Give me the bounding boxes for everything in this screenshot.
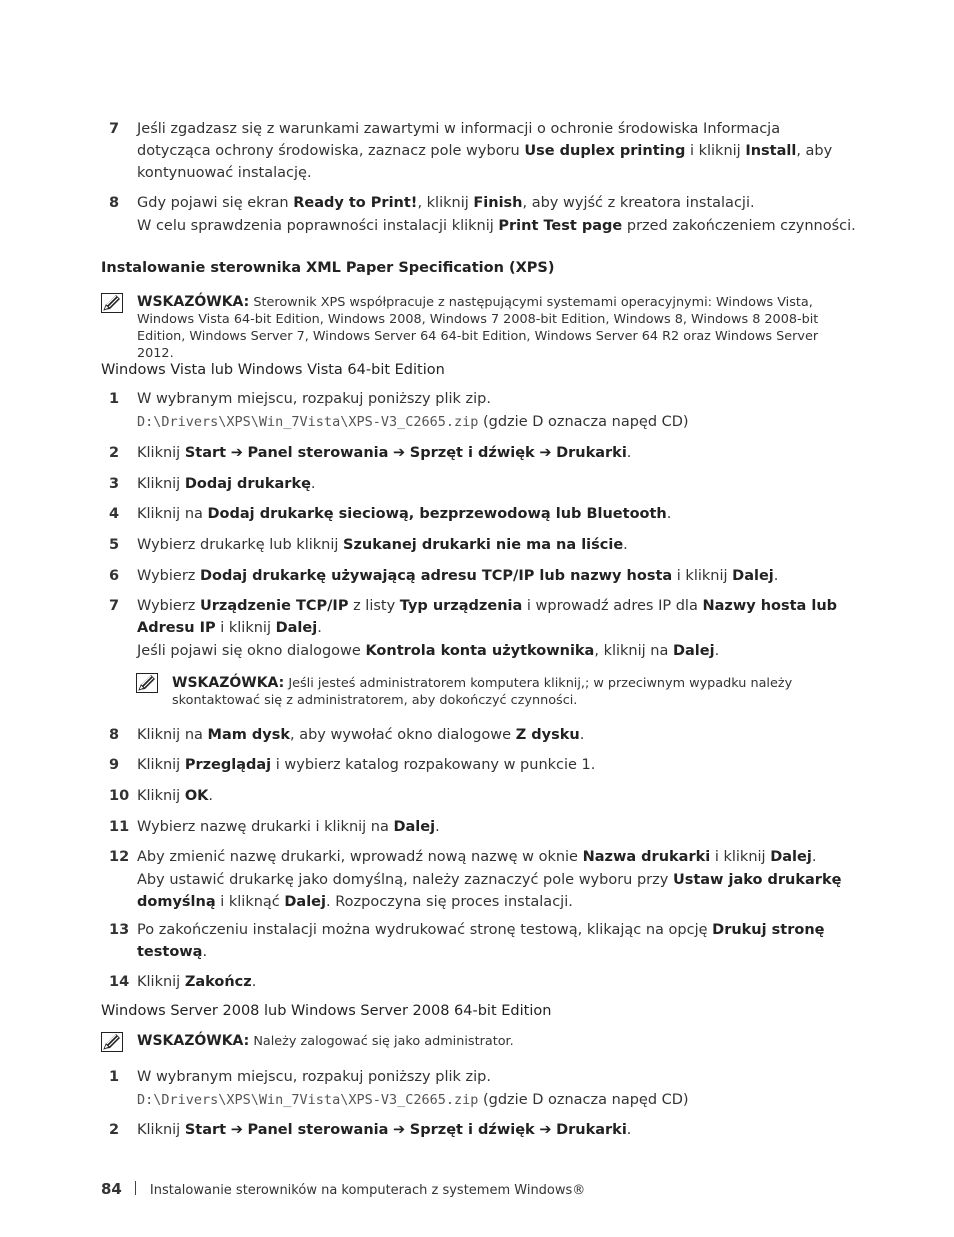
step-number: 12 — [109, 849, 130, 865]
zip-path: D:\Drivers\XPS\Win_7Vista\XPS-V3_C2665.zip — [137, 414, 479, 430]
note-pencil-icon — [136, 673, 158, 693]
step-text: Po zakończeniu instalacji można wydrukować stronę testową, klikając na opcję Drukuj stronę testową. — [137, 922, 825, 960]
step-text: Kliknij Start ➔ Panel sterowania ➔ Sprzęt i dźwięk ➔ Drukarki. — [137, 1122, 632, 1138]
note-label: WSKAZÓWKA: — [172, 675, 285, 691]
step-text: Kliknij Zakończ. — [137, 974, 257, 990]
step-number: 2 — [109, 1122, 120, 1138]
note-label: WSKAZÓWKA: — [137, 294, 250, 310]
note-text: Sterownik XPS współpracuje z następującymi systemami operacyjnymi: Windows Vista, Windows Vista 64-bit Edition, Windows 2008, Windows 7 2008-bit Edition, Windows 8, Windows 8 2008-bit Edition, Windows Server 7, Windows Server 64 64-bit Edition, Windows Server 64 R2 oraz Windows Server 2012. — [137, 295, 819, 361]
section-heading-xps: Instalowanie sterownika XML Paper Specification (XPS) — [101, 260, 555, 276]
path-note: (gdzie D oznacza napęd CD) — [482, 414, 689, 430]
step-text: Kliknij OK. — [137, 788, 213, 804]
step-text: Wybierz Urządzenie TCP/IP z listy Typ urządzenia i wprowadź adres IP dla Nazwy hosta lub Adresu IP i kliknij Dalej. — [137, 598, 838, 636]
step-number: 4 — [109, 506, 120, 522]
step-number: 14 — [109, 974, 130, 990]
path-note: (gdzie D oznacza napęd CD) — [482, 1092, 689, 1108]
step-text: Aby zmienić nazwę drukarki, wprowadź nową nazwę w oknie Nazwa drukarki i kliknij Dalej. — [137, 849, 817, 865]
step-number: 8 — [109, 195, 120, 211]
step-number: 6 — [109, 568, 120, 584]
step-number: 1 — [109, 1069, 120, 1085]
note-text: Jeśli jesteś administratorem komputera kliknij,; w przeciwnym wypadku należy skontaktować się z administratorem, aby dokończyć czynności. — [172, 676, 793, 708]
step-number: 10 — [109, 788, 130, 804]
step-text: W wybranym miejscu, rozpakuj poniższy plik zip. — [137, 391, 491, 407]
note-xps-support — [137, 294, 857, 362]
step-text: Kliknij na Dodaj drukarkę sieciową, bezprzewodową lub Bluetooth. — [137, 506, 672, 522]
step-text: Jeśli zgadzasz się z warunkami zawartymi w informacji o ochronie środowiska Informacja dotycząca ochrony środowiska, zaznacz pole wyboru Use duplex printing i kliknij Install, aby kontynuować instalację. — [137, 121, 833, 181]
note-pencil-icon — [101, 1032, 123, 1052]
step-number: 9 — [109, 757, 120, 773]
footer-divider — [135, 1181, 136, 1195]
step-text: Gdy pojawi się ekran Ready to Print!, kliknij Finish, aby wyjść z kreatora instalacji. — [137, 195, 755, 211]
note-admin-click — [172, 675, 832, 709]
step-text: Kliknij Dodaj drukarkę. — [137, 476, 316, 492]
step-number: 13 — [109, 922, 130, 938]
step-number: 1 — [109, 391, 120, 407]
note-login-admin — [137, 1033, 837, 1050]
note-label: WSKAZÓWKA: — [137, 1033, 250, 1049]
page-footer — [101, 1178, 585, 1202]
step-text: Wybierz nazwę drukarki i kliknij na Dalej. — [137, 819, 440, 835]
page-number: 84 — [101, 1180, 122, 1198]
zip-path: D:\Drivers\XPS\Win_7Vista\XPS-V3_C2665.zip — [137, 1092, 479, 1108]
subheading-server: Windows Server 2008 lub Windows Server 2008 64-bit Edition — [101, 1003, 552, 1019]
step-text: Wybierz drukarkę lub kliknij Szukanej drukarki nie ma na liście. — [137, 537, 628, 553]
step-number: 3 — [109, 476, 120, 492]
step-number: 2 — [109, 445, 120, 461]
step-number: 7 — [109, 121, 120, 137]
step-extra-text: W celu sprawdzenia poprawności instalacji kliknij Print Test page przed zakończeniem czynności. — [137, 218, 856, 234]
step-text: W wybranym miejscu, rozpakuj poniższy plik zip. — [137, 1069, 491, 1085]
step-number: 7 — [109, 598, 120, 614]
footer-title: Instalowanie sterowników na komputerach z systemem Windows® — [149, 1183, 586, 1198]
step-number: 5 — [109, 537, 120, 553]
step-number: 11 — [109, 819, 130, 835]
note-pencil-icon — [101, 293, 123, 313]
subheading-vista: Windows Vista lub Windows Vista 64-bit Edition — [101, 362, 445, 378]
step-text: Kliknij Start ➔ Panel sterowania ➔ Sprzęt i dźwięk ➔ Drukarki. — [137, 445, 632, 461]
step-extra-text: Aby ustawić drukarkę jako domyślną, należy zaznaczyć pole wyboru przy Ustaw jako drukarkę domyślną i kliknąć Dalej. Rozpoczyna się proces instalacji. — [137, 872, 842, 910]
step-text: Wybierz Dodaj drukarkę używającą adresu TCP/IP lub nazwy hosta i kliknij Dalej. — [137, 568, 779, 584]
step-text: Kliknij Przeglądaj i wybierz katalog rozpakowany w punkcie 1. — [137, 757, 596, 773]
step-extra-text: Jeśli pojawi się okno dialogowe Kontrola konta użytkownika, kliknij na Dalej. — [137, 643, 720, 659]
step-text: Kliknij na Mam dysk, aby wywołać okno dialogowe Z dysku. — [137, 727, 585, 743]
note-text: Należy zalogować się jako administrator. — [253, 1034, 514, 1049]
step-number: 8 — [109, 727, 120, 743]
